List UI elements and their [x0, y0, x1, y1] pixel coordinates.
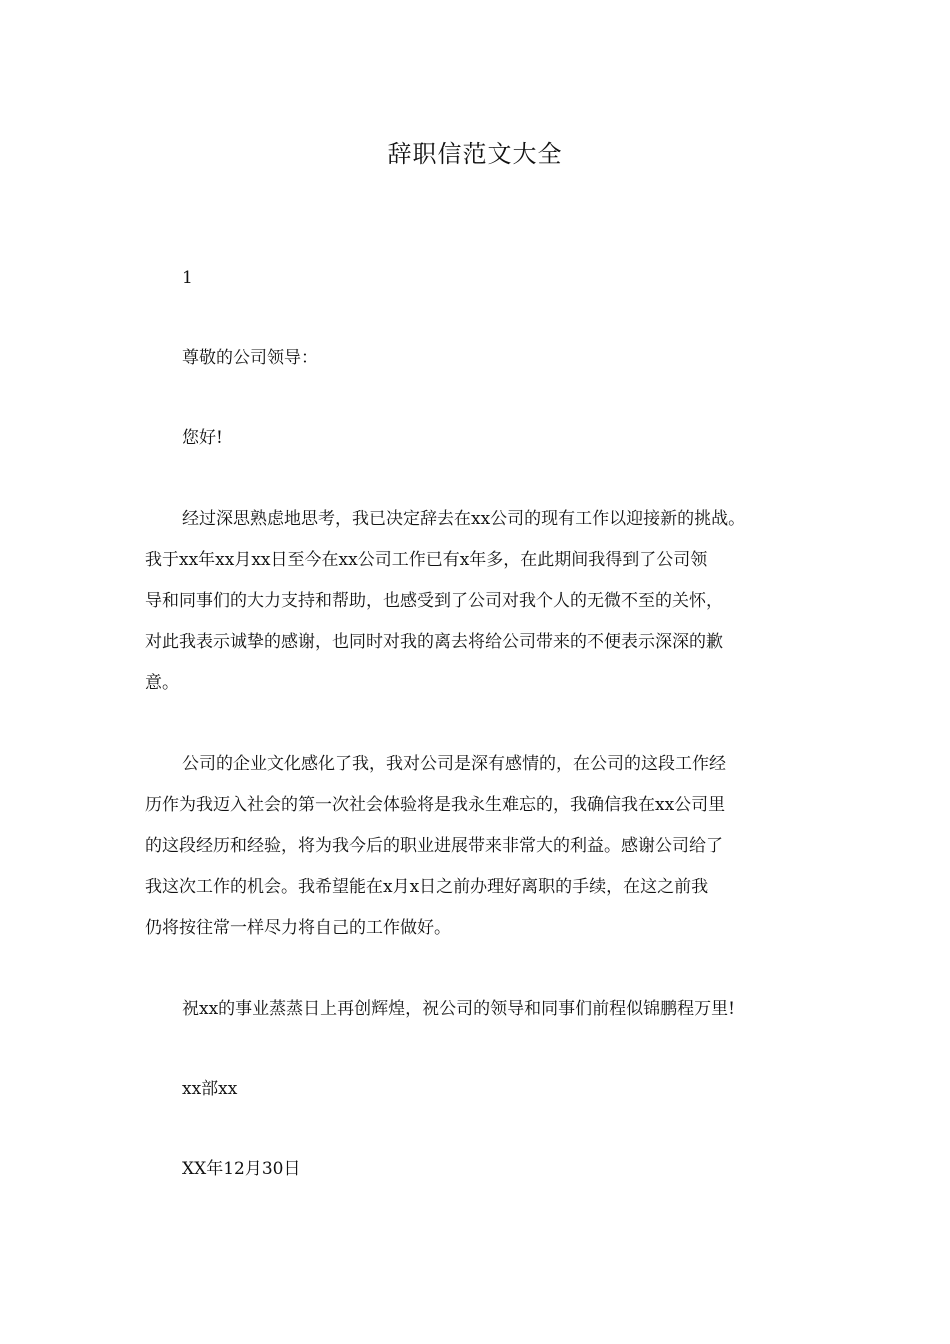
paragraph-1-line-2: 我于xx年xx月xx日至今在xx公司工作已有x年多，在此期间我得到了公司领: [145, 550, 708, 570]
salutation: 尊敬的公司领导：: [182, 348, 318, 368]
paragraph-2-line-4: 我这次工作的机会。我希望能在x月x日之前办理好离职的手续，在这之前我: [145, 877, 709, 897]
section-number: 1: [182, 268, 193, 288]
document-title: 辞职信范文大全: [387, 140, 563, 168]
paragraph-2-line-3: 的这段经历和经验，将为我今后的职业进展带来非常大的利益。感谢公司给了: [145, 836, 723, 856]
greeting: 您好!: [182, 428, 223, 448]
paragraph-2-line-2: 历作为我迈入社会的第一次社会体验将是我永生难忘的，我确信我在xx公司里: [145, 795, 726, 815]
paragraph-1-line-5: 意。: [145, 673, 179, 693]
paragraph-2-line-5: 仍将按往常一样尽力将自己的工作做好。: [145, 918, 451, 938]
date: XX年12月30日: [182, 1159, 301, 1179]
paragraph-2-line-1: 公司的企业文化感化了我，我对公司是深有感情的，在公司的这段工作经: [182, 754, 726, 774]
signature: xx部xx: [182, 1079, 238, 1099]
closing-wish: 祝xx的事业蒸蒸日上再创辉煌，祝公司的领导和同事们前程似锦鹏程万里!: [182, 999, 736, 1019]
paragraph-1-line-1: 经过深思熟虑地思考，我已决定辞去在xx公司的现有工作以迎接新的挑战。: [182, 509, 746, 529]
paragraph-1-line-4: 对此我表示诚挚的感谢，也同时对我的离去将给公司带来的不便表示深深的歉: [145, 632, 723, 652]
paragraph-1-line-3: 导和同事们的大力支持和帮助，也感受到了公司对我个人的无微不至的关怀，: [145, 591, 723, 611]
